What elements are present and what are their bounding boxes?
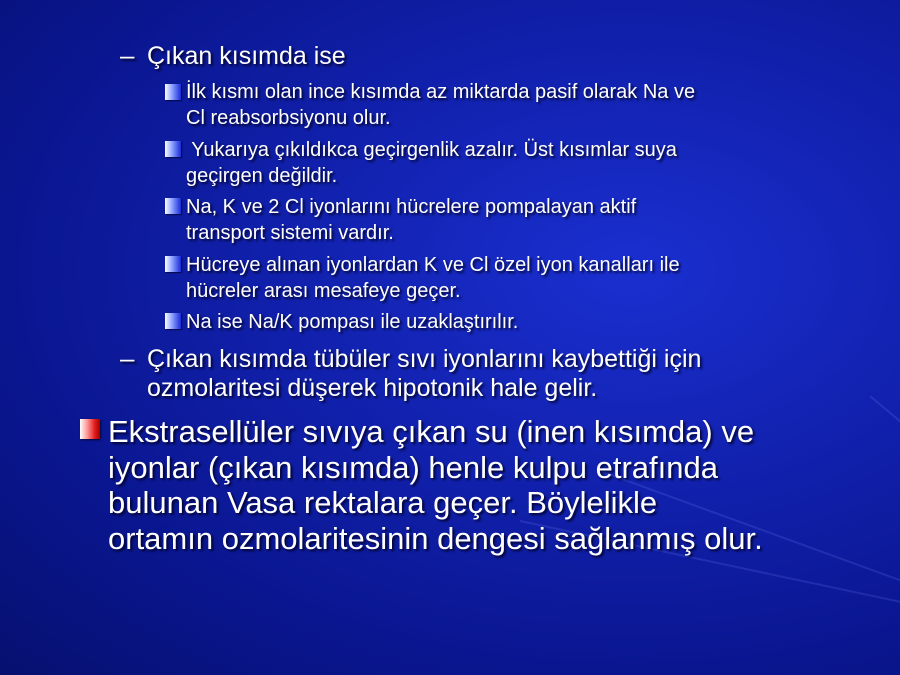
- red-square-bullet-icon: [80, 419, 100, 439]
- dash-bullet: –: [120, 343, 135, 373]
- detail-text: Na ise Na/K pompası ile uzaklaştırılır.: [186, 311, 519, 333]
- dash-bullet: –: [120, 40, 135, 70]
- sub-bullet-text: ozmolaritesi düşerek hipotonik hale gelir.: [147, 374, 598, 402]
- main-bullet-text: Ekstrasellüler sıvıya çıkan su (inen kısımda) ve: [108, 414, 755, 449]
- background-streak: [869, 395, 900, 435]
- detail-text: İlk kısmı olan ince kısımda az miktarda pasif olarak Na ve: [186, 81, 696, 103]
- main-bullet-text: iyonlar (çıkan kısımda) henle kulpu etrafında: [108, 450, 718, 485]
- main-bullet-text: bulunan Vasa rektalara geçer. Böylelikle: [108, 485, 658, 520]
- square-bullet-icon: [165, 141, 181, 157]
- detail-text: Cl reabsorbsiyonu olur.: [186, 107, 391, 129]
- square-bullet-icon: [165, 256, 181, 272]
- detail-text: Hücreye alınan iyonlardan K ve Cl özel iyon kanalları ile: [186, 254, 680, 276]
- sub-bullet-text: Çıkan kısımda ise: [147, 42, 346, 70]
- detail-text: Yukarıya çıkıldıkca geçirgenlik azalır. Üst kısımlar suya: [186, 139, 677, 161]
- detail-text: hücreler arası mesafeye geçer.: [186, 280, 461, 302]
- sub-bullet-text: Çıkan kısımda tübüler sıvı iyonlarını kaybettiği için: [147, 345, 702, 373]
- square-bullet-icon: [165, 84, 181, 100]
- square-bullet-icon: [165, 198, 181, 214]
- main-bullet-text: ortamın ozmolaritesinin dengesi sağlanmış olur.: [108, 521, 763, 556]
- detail-text: transport sistemi vardır.: [186, 222, 394, 244]
- detail-text: geçirgen değildir.: [186, 165, 338, 187]
- square-bullet-icon: [165, 313, 181, 329]
- detail-text: Na, K ve 2 Cl iyonlarını hücrelere pompalayan aktif: [186, 196, 637, 218]
